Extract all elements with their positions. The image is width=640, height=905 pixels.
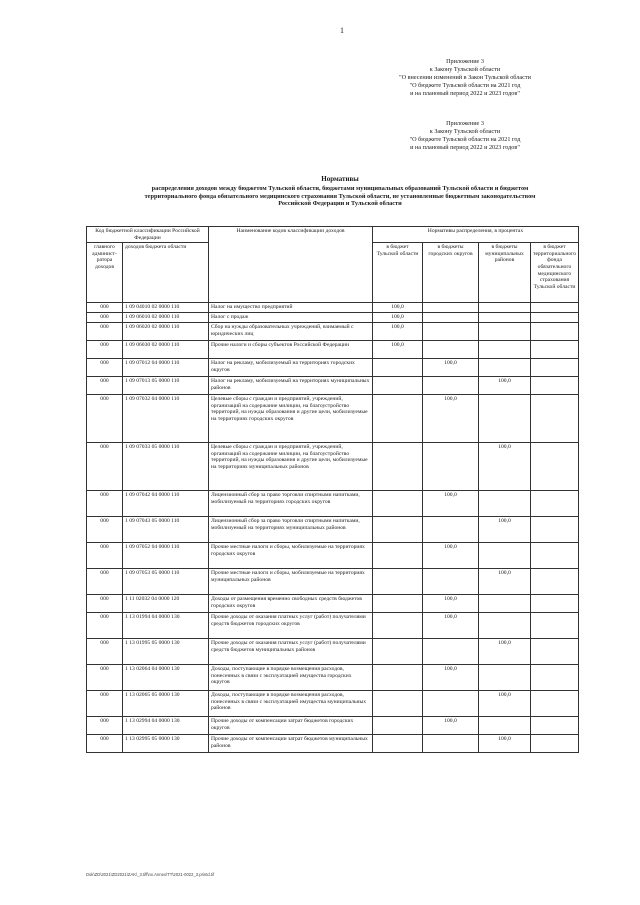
cell-income-name: Прочие доходы от оказания платных услуг (работ) получателями средств бюджетов муниципальных районов (209, 639, 373, 665)
table-row (87, 341, 579, 359)
cell-income-code: 1 13 02994 04 0000 130 (123, 717, 209, 735)
table-row (87, 313, 579, 323)
approval-line: Приложение 3 (446, 120, 484, 127)
cell-income-name: Доходы от размещения временно свободных средств бюджетов городских округов (209, 595, 373, 613)
cell-municipal-norm: 100,0 (479, 639, 531, 665)
cell-admin-code: 000 (87, 717, 123, 735)
title-heading: Нормативы (321, 175, 359, 183)
cell-income-code: 1 09 07042 04 0000 110 (123, 491, 209, 517)
cell-regional-norm (373, 595, 423, 613)
cell-city-norm: 100,0 (423, 717, 479, 735)
header-income-code: доходов бюджета области (123, 243, 209, 303)
cell-income-code: 1 11 02032 04 0000 120 (123, 595, 209, 613)
cell-admin-code: 000 (87, 323, 123, 341)
cell-income-code: 1 09 07012 04 0000 110 (123, 359, 209, 377)
cell-income-name: Прочие местные налоги и сборы, мобилизуемые на территориях городских округов (209, 543, 373, 569)
header-norms: Нормативы распределения, в процентах (373, 227, 579, 243)
table-row (87, 543, 579, 569)
document-title (120, 176, 560, 208)
cell-municipal-norm: 100,0 (479, 377, 531, 395)
cell-municipal-norm: 100,0 (479, 691, 531, 717)
cell-municipal-norm (479, 543, 531, 569)
cell-income-code: 1 09 07053 05 0000 110 (123, 569, 209, 595)
table-row (87, 303, 579, 313)
cell-regional-norm (373, 717, 423, 735)
cell-fund-norm (531, 377, 579, 395)
cell-fund-norm (531, 691, 579, 717)
cell-regional-norm (373, 639, 423, 665)
cell-fund-norm (531, 359, 579, 377)
approval-block-original (360, 120, 570, 152)
cell-fund-norm (531, 443, 579, 491)
cell-income-code: 1 13 02995 05 0000 130 (123, 735, 209, 753)
cell-income-code: 1 09 07043 05 0000 110 (123, 517, 209, 543)
table-row (87, 639, 579, 665)
cell-fund-norm (531, 735, 579, 753)
cell-income-name: Прочие налоги и сборы субъектов Российской Федерации (209, 341, 373, 359)
cell-city-norm (423, 341, 479, 359)
cell-income-code: 1 09 07033 05 0000 110 (123, 443, 209, 491)
cell-income-code: 1 13 01995 05 0000 130 (123, 639, 209, 665)
cell-income-name: Прочие доходы от компенсации затрат бюджетов муниципальных районов (209, 735, 373, 753)
cell-municipal-norm (479, 613, 531, 639)
cell-income-name: Лицензионный сбор за право торговли спиртными напитками, мобилизуемый на территориях муниципальных районов (209, 517, 373, 543)
cell-city-norm: 100,0 (423, 543, 479, 569)
cell-fund-norm (531, 323, 579, 341)
table-row (87, 377, 579, 395)
cell-municipal-norm (479, 341, 531, 359)
cell-income-code: 1 09 06010 02 0000 110 (123, 313, 209, 323)
cell-city-norm (423, 303, 479, 313)
cell-city-norm: 100,0 (423, 665, 479, 691)
cell-fund-norm (531, 303, 579, 313)
cell-income-name: Доходы, поступающие в порядке возмещения расходов, понесенных в связи с эксплуатацией имущества муниципальных районов (209, 691, 373, 717)
cell-regional-norm: 100,0 (373, 313, 423, 323)
cell-income-name: Налог на имущество предприятий (209, 303, 373, 313)
cell-regional-norm (373, 443, 423, 491)
cell-regional-norm (373, 395, 423, 443)
cell-city-norm (423, 443, 479, 491)
cell-fund-norm (531, 613, 579, 639)
header-name: Наименование кодов классификации доходов (209, 227, 373, 303)
approval-line: "О внесении изменений в Закон Тульской области (399, 74, 531, 81)
cell-city-norm: 100,0 (423, 613, 479, 639)
table-row (87, 717, 579, 735)
cell-fund-norm (531, 313, 579, 323)
table-row (87, 323, 579, 341)
cell-municipal-norm: 100,0 (479, 735, 531, 753)
cell-municipal-norm (479, 665, 531, 691)
cell-income-code: 1 13 02065 05 0000 130 (123, 691, 209, 717)
cell-municipal-norm (479, 395, 531, 443)
title-line: территориального фонда обязательного медицинского страхования Тульской области, не установленные бюджетным законодательством (144, 192, 536, 200)
cell-city-norm: 100,0 (423, 359, 479, 377)
cell-fund-norm (531, 491, 579, 517)
title-line: Российской Федерации и Тульской области (278, 200, 402, 208)
cell-city-norm: 100,0 (423, 395, 479, 443)
cell-income-code: 1 09 04010 02 0000 110 (123, 303, 209, 313)
cell-admin-code: 000 (87, 517, 123, 543)
cell-fund-norm (531, 517, 579, 543)
table-row (87, 595, 579, 613)
cell-admin-code: 000 (87, 359, 123, 377)
cell-city-norm (423, 323, 479, 341)
header-regional-budget: в бюджет Тульской области (373, 243, 423, 303)
approval-line: к Закону Тульской области (429, 66, 501, 73)
table-row (87, 359, 579, 377)
file-path-footer: Dok\ZD\2021\ZD2021\ZAK\_3.tiff\nx.Annex\TT\2021-0022_3.printd.tif (86, 872, 215, 877)
table-row (87, 735, 579, 753)
cell-city-norm (423, 691, 479, 717)
cell-fund-norm (531, 717, 579, 735)
table-row (87, 443, 579, 491)
table-row (87, 665, 579, 691)
cell-admin-code: 000 (87, 639, 123, 665)
cell-city-norm: 100,0 (423, 491, 479, 517)
cell-income-name: Прочие местные налоги и сборы, мобилизуемые на территориях муниципальных районов (209, 569, 373, 595)
table-row (87, 517, 579, 543)
cell-admin-code: 000 (87, 341, 123, 359)
cell-regional-norm (373, 735, 423, 753)
approval-line: "О бюджете Тульской области на 2021 год (409, 136, 521, 143)
cell-fund-norm (531, 569, 579, 595)
cell-regional-norm: 100,0 (373, 323, 423, 341)
cell-admin-code: 000 (87, 569, 123, 595)
table-row (87, 491, 579, 517)
approval-block-amendment (360, 58, 570, 98)
approval-line: Приложение 3 (446, 58, 484, 65)
cell-admin-code: 000 (87, 613, 123, 639)
cell-city-norm (423, 735, 479, 753)
cell-regional-norm: 100,0 (373, 341, 423, 359)
cell-municipal-norm: 100,0 (479, 443, 531, 491)
approval-line: и на плановый период 2022 и 2023 годов" (410, 144, 520, 151)
cell-fund-norm (531, 543, 579, 569)
cell-income-name: Целевые сборы с граждан и предприятий, учреждений, организаций на содержание милиции, на благоустройство территорий, на нужды образования и другие цели, мобилизуемые на территориях городских округов (209, 395, 373, 443)
header-city-districts: в бюджеты городских округов (423, 243, 479, 303)
cell-income-name: Налог с продаж (209, 313, 373, 323)
cell-regional-norm (373, 665, 423, 691)
header-classification-code: Код бюджетной классификации Российской Федерации (87, 227, 209, 243)
cell-city-norm: 100,0 (423, 595, 479, 613)
table-row (87, 613, 579, 639)
cell-fund-norm (531, 665, 579, 691)
cell-regional-norm (373, 691, 423, 717)
cell-income-code: 1 09 07013 05 0000 110 (123, 377, 209, 395)
cell-municipal-norm (479, 303, 531, 313)
table-row (87, 569, 579, 595)
header-municipal-districts: в бюджеты муниципальных районов (479, 243, 531, 303)
cell-admin-code: 000 (87, 665, 123, 691)
page-number: 1 (340, 26, 344, 35)
cell-city-norm (423, 639, 479, 665)
approval-line: "О бюджете Тульской области на 2021 год (409, 82, 521, 89)
cell-admin-code: 000 (87, 395, 123, 443)
cell-municipal-norm (479, 359, 531, 377)
cell-income-name: Налог на рекламу, мобилизуемый на территориях городских округов (209, 359, 373, 377)
cell-municipal-norm (479, 717, 531, 735)
cell-admin-code: 000 (87, 543, 123, 569)
cell-income-name: Налог на рекламу, мобилизуемый на территориях муниципальных районов (209, 377, 373, 395)
cell-city-norm (423, 569, 479, 595)
header-admin: главного админист-ратора доходов (87, 243, 123, 303)
cell-income-code: 1 13 02064 04 0000 130 (123, 665, 209, 691)
cell-municipal-norm: 100,0 (479, 517, 531, 543)
cell-regional-norm (373, 359, 423, 377)
cell-admin-code: 000 (87, 303, 123, 313)
table-row (87, 691, 579, 717)
cell-admin-code: 000 (87, 595, 123, 613)
cell-municipal-norm (479, 595, 531, 613)
cell-income-name: Сбор на нужды образовательных учреждений, взимаемый с юридических лиц (209, 323, 373, 341)
cell-admin-code: 000 (87, 735, 123, 753)
cell-income-code: 1 09 06030 02 0000 110 (123, 341, 209, 359)
cell-city-norm (423, 313, 479, 323)
cell-income-name: Прочие доходы от оказания платных услуг (работ) получателями средств бюджетов городских округов (209, 613, 373, 639)
cell-municipal-norm (479, 491, 531, 517)
cell-regional-norm (373, 491, 423, 517)
cell-admin-code: 000 (87, 691, 123, 717)
cell-regional-norm: 100,0 (373, 303, 423, 313)
cell-fund-norm (531, 595, 579, 613)
cell-city-norm (423, 517, 479, 543)
title-line: распределения доходов между бюджетом Тульской области, бюджетами муниципальных образований Тульской области и бюджетом (151, 184, 529, 192)
cell-regional-norm (373, 543, 423, 569)
distribution-norms-table (86, 226, 579, 753)
cell-income-name: Целевые сборы с граждан и предприятий, учреждений, организаций на содержание милиции, на благоустройство территорий, на нужды образования и другие цели, мобилизуемые на территориях муниципальных районов (209, 443, 373, 491)
cell-admin-code: 000 (87, 313, 123, 323)
cell-admin-code: 000 (87, 491, 123, 517)
cell-income-code: 1 09 07032 04 0000 110 (123, 395, 209, 443)
cell-income-name: Доходы, поступающие в порядке возмещения расходов, понесенных в связи с эксплуатацией имущества городских округов (209, 665, 373, 691)
cell-municipal-norm: 100,0 (479, 569, 531, 595)
cell-fund-norm (531, 639, 579, 665)
cell-income-code: 1 09 07052 04 0000 110 (123, 543, 209, 569)
cell-admin-code: 000 (87, 377, 123, 395)
approval-line: и на плановый период 2022 и 2023 годов" (410, 90, 520, 97)
cell-regional-norm (373, 377, 423, 395)
cell-municipal-norm (479, 323, 531, 341)
approval-line: к Закону Тульской области (429, 128, 501, 135)
table-row (87, 395, 579, 443)
cell-fund-norm (531, 395, 579, 443)
cell-regional-norm (373, 613, 423, 639)
cell-income-name: Лицензионный сбор за право торговли спиртными напитками, мобилизуемый на территориях городских округов (209, 491, 373, 517)
cell-regional-norm (373, 517, 423, 543)
cell-income-name: Прочие доходы от компенсации затрат бюджетов городских округов (209, 717, 373, 735)
header-medical-fund: в бюджет территориального фонда обязательного медицинского страхования Тульской области (531, 243, 579, 303)
cell-income-code: 1 13 01994 04 0000 130 (123, 613, 209, 639)
cell-regional-norm (373, 569, 423, 595)
cell-municipal-norm (479, 313, 531, 323)
cell-income-code: 1 09 06020 02 0000 110 (123, 323, 209, 341)
cell-admin-code: 000 (87, 443, 123, 491)
cell-fund-norm (531, 341, 579, 359)
cell-city-norm (423, 377, 479, 395)
